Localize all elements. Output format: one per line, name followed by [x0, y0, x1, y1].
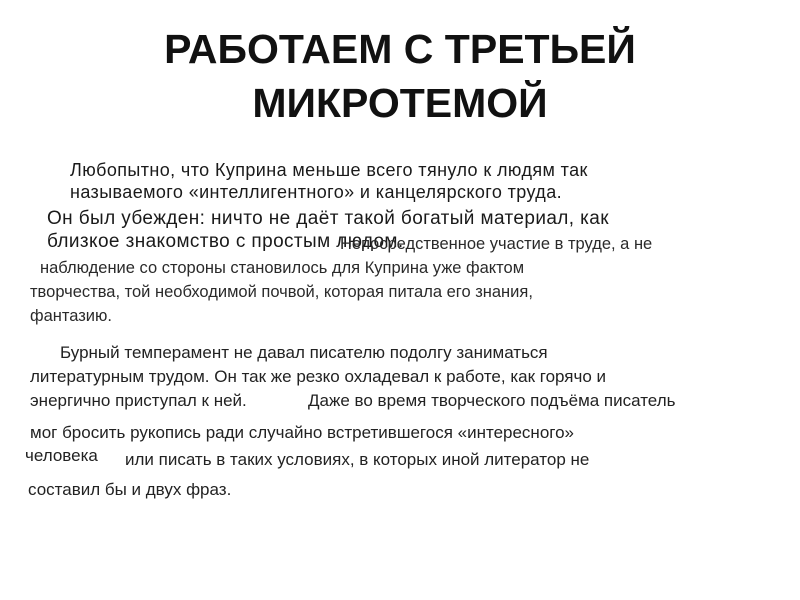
paragraph4-line4: мог бросить рукопись ради случайно встретившегося «интересного» [30, 423, 575, 442]
title-line-2: МИКРОТЕМОЙ [252, 80, 548, 126]
paragraph4-line1: Бурный темперамент не давал писателю подолгу заниматься [60, 343, 548, 362]
slide-title [0, 22, 800, 130]
title-line-1: РАБОТАЕМ С ТРЕТЬЕЙ [164, 26, 636, 72]
paragraph3-line2: творчества, той необходимой почвой, которая питала его знания, [30, 283, 533, 301]
paragraph4-line2: литературным трудом. Он так же резко охладевал к работе, как горячо и [30, 367, 607, 386]
paragraph3-line3: фантазию. [30, 307, 112, 325]
paragraph4-line6: составил бы и двух фраз. [28, 480, 232, 499]
paragraph2-line2: близкое знакомство с простым людом. [47, 231, 404, 252]
paragraph1-line1: Любопытно, что Куприна меньше всего тянуло к людям так [70, 160, 588, 180]
paragraph4-line3b: Даже во время творческого подъёма писатель [308, 391, 676, 410]
paragraph3-line1: наблюдение со стороны становилось для Куприна уже фактом [40, 259, 525, 277]
paragraph2-overlap-text: Непосредственное участие в труде, а не [340, 235, 653, 253]
paragraph4-line3a: энергично приступал к ней. [30, 391, 247, 410]
paragraph2-line1: Он был убежден: ничто не даёт такой богатый материал, как [47, 208, 609, 229]
paragraph4-line5b: или писать в таких условиях, в которых иной литератор не [125, 450, 590, 469]
paragraph4-line5a: человека [25, 446, 98, 465]
paragraph1-line2: называемого «интеллигентного» и канцелярского труда. [70, 182, 563, 202]
